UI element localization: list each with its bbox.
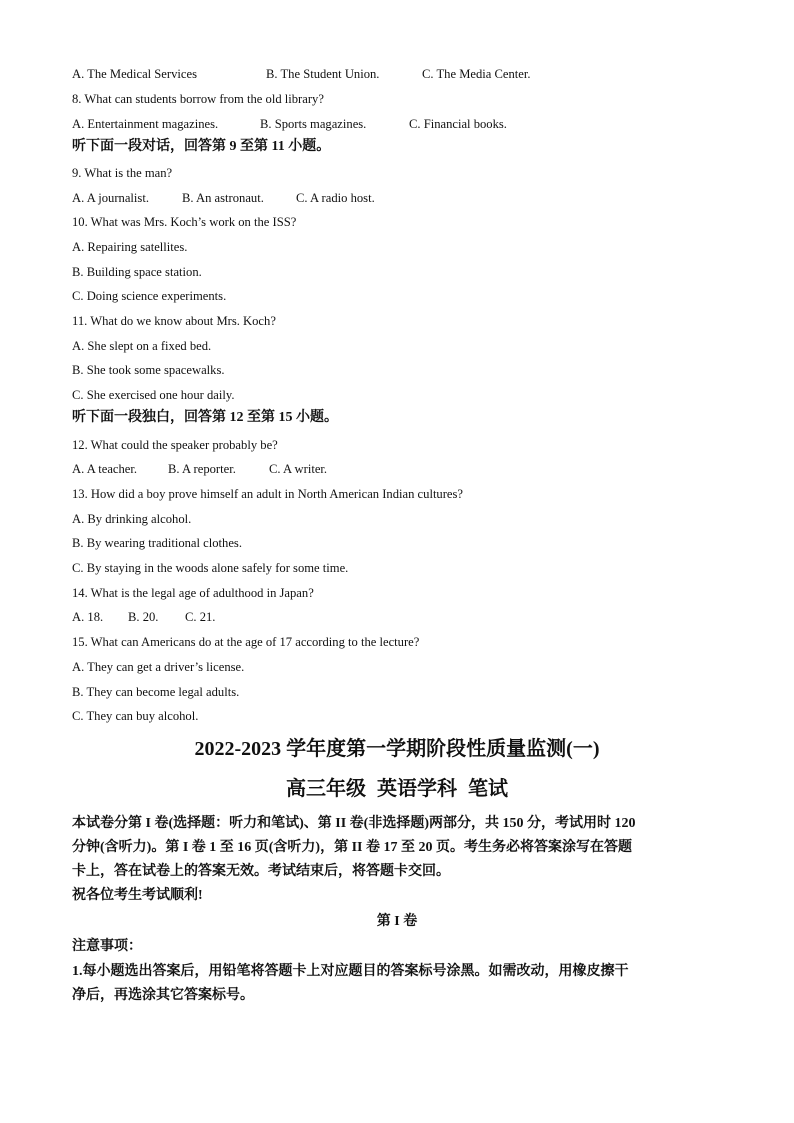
- q8-option-b: B. Sports magazines.: [260, 117, 367, 131]
- q14-option-b: B. 20.: [128, 610, 159, 624]
- q15-option-b: B. They can become legal adults.: [72, 685, 240, 699]
- q13-option-a: A. By drinking alcohol.: [72, 512, 192, 526]
- q7-option-c: C. The Media Center.: [422, 67, 531, 81]
- part1-heading: 第 I 卷: [376, 914, 418, 929]
- q10-option-a: A. Repairing satellites.: [72, 240, 188, 254]
- q10-option-c: C. Doing science experiments.: [72, 289, 227, 303]
- q9-option-c: C. A radio host.: [296, 191, 375, 205]
- exam-subtitle: 高三年级 英语学科 笔试: [286, 778, 508, 800]
- q13-option-b: B. By wearing traditional clothes.: [72, 536, 242, 550]
- notes-line-2: 净后，再选涂其它答案标号。: [72, 988, 254, 1003]
- q12-question: 12. What could the speaker probably be?: [72, 438, 278, 452]
- q13-option-c: C. By staying in the woods alone safely for some time.: [72, 561, 349, 575]
- q7-option-a: A. The Medical Services: [72, 67, 197, 81]
- q11-option-b: B. She took some spacewalks.: [72, 363, 225, 377]
- q9-option-b: B. An astronaut.: [182, 191, 264, 205]
- q13-question: 13. How did a boy prove himself an adult in North American Indian cultures?: [72, 487, 464, 501]
- section-heading-9-11: 听下面一段对话，回答第 9 至第 11 小题。: [72, 139, 331, 154]
- intro-line-2: 分钟(含听力)。第 I 卷 1 至 16 页(含听力)，第 II 卷 17 至 20 页。考生务必将答案涂写在答题: [72, 840, 632, 855]
- q14-option-a: A. 18.: [72, 610, 104, 624]
- q12-option-b: B. A reporter.: [168, 462, 236, 476]
- q15-option-c: C. They can buy alcohol.: [72, 709, 199, 723]
- q11-option-a: A. She slept on a fixed bed.: [72, 339, 212, 353]
- notes-heading: 注意事项：: [72, 939, 142, 954]
- q12-option-a: A. A teacher.: [72, 462, 138, 476]
- q8-option-c: C. Financial books.: [409, 117, 507, 131]
- intro-line-3: 卡上，答在试卷上的答案无效。考试结束后，将答题卡交回。: [72, 864, 450, 879]
- q14-question: 14. What is the legal age of adulthood in Japan?: [72, 586, 314, 600]
- q8-option-a: A. Entertainment magazines.: [72, 117, 219, 131]
- q12-option-c: C. A writer.: [269, 462, 328, 476]
- section-heading-12-15: 听下面一段独白，回答第 12 至第 15 小题。: [72, 410, 338, 425]
- notes-line-1: 1.每小题选出答案后，用铅笔将答题卡上对应题目的答案标号涂黑。如需改动，用橡皮擦干: [72, 964, 629, 979]
- q8-question: 8. What can students borrow from the old library?: [72, 92, 324, 106]
- q7-option-b: B. The Student Union.: [266, 67, 380, 81]
- q14-option-c: C. 21.: [185, 610, 216, 624]
- q10-option-b: B. Building space station.: [72, 265, 202, 279]
- intro-line-4: 祝各位考生考试顺利!: [72, 888, 203, 903]
- q11-question: 11. What do we know about Mrs. Koch?: [72, 314, 276, 328]
- q9-question: 9. What is the man?: [72, 166, 173, 180]
- q10-question: 10. What was Mrs. Koch’s work on the ISS?: [72, 215, 297, 229]
- q11-option-c: C. She exercised one hour daily.: [72, 388, 235, 402]
- q15-option-a: A. They can get a driver’s license.: [72, 660, 245, 674]
- q15-question: 15. What can Americans do at the age of 17 according to the lecture?: [72, 635, 420, 649]
- q9-option-a: A. A journalist.: [72, 191, 149, 205]
- intro-line-1: 本试卷分第 I 卷(选择题：听力和笔试)、第 II 卷(非选择题)两部分，共 150 分，考试用时 120: [72, 816, 636, 831]
- exam-title: 2022-2023 学年度第一学期阶段性质量监测(一): [194, 738, 600, 760]
